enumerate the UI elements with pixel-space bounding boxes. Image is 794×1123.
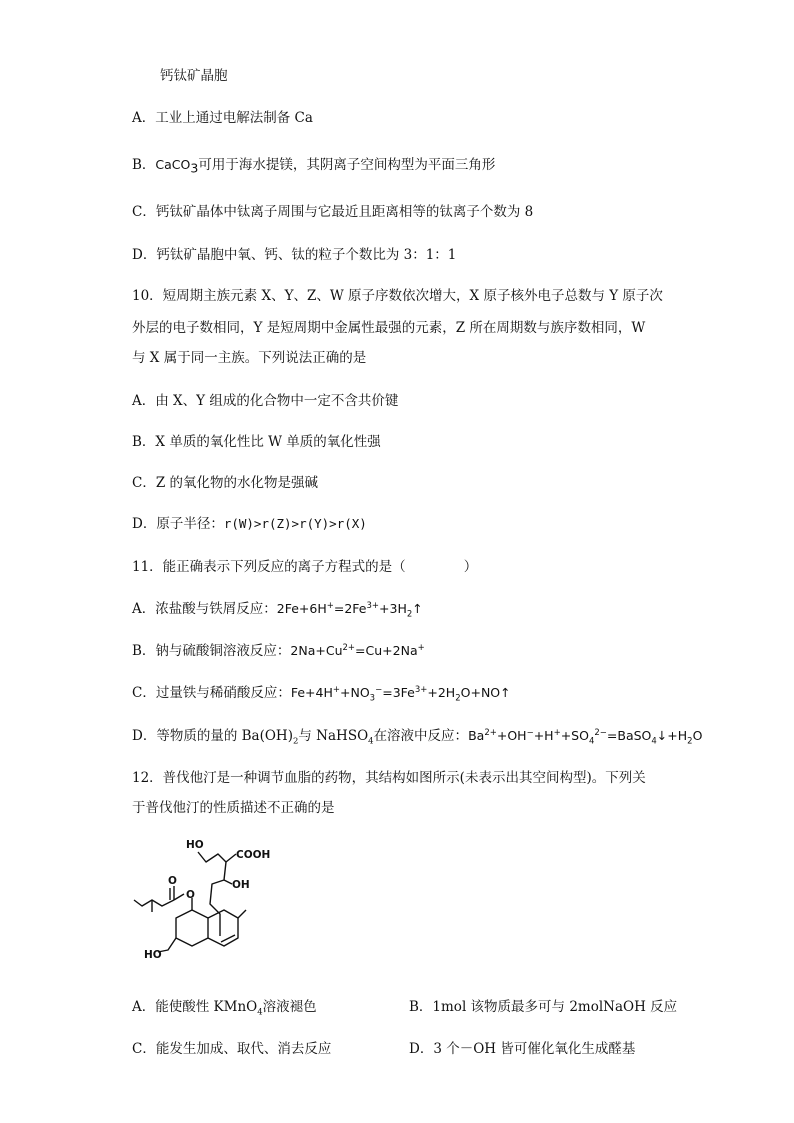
q10-option-d[interactable]: D．原子半径：r(W)>r(Z)>r(Y)>r(X) [132, 516, 367, 532]
q11-option-c[interactable]: C．过量铁与稀硝酸反应：$Fe+4H^++NO_3^-=3Fe^{3+}+2H_2O+NO↑$ [132, 684, 511, 704]
q11-stem: 11．能正确表示下列反应的离子方程式的是（ ） [132, 559, 478, 575]
label-oh: OH [232, 879, 250, 891]
q12-option-c[interactable]: C．能发生加成、取代、消去反应 [132, 1041, 332, 1057]
q10-stem-line3: 与 X 属于同一主族。下列说法正确的是 [132, 350, 367, 366]
pravastatin-structure-diagram [128, 832, 288, 982]
equation: $2Fe+6H^+=2Fe^{3+}+3H_2↑$ [276, 600, 423, 620]
q11-option-d[interactable]: D．等物质的量的 $Ba(OH)_2$与 NaHSO$_4$在溶液中反应：$Ba^{2+}+OH^-+H^++SO_4^{2-}=BaSO_4↓+H_2O$ [132, 727, 703, 747]
q9-option-a[interactable]: A．工业上通过电解法制备 Ca [132, 110, 313, 126]
q9-option-d[interactable]: D．钙钛矿晶胞中氧、钙、钛的粒子个数比为 3：1：1 [132, 247, 457, 263]
label-ho-bottom: HO [144, 949, 162, 961]
label-o-ester: O [186, 889, 195, 901]
q12-option-a[interactable]: A．能使酸性 KMnO$_4$溶液褪色 [132, 999, 317, 1018]
q11-option-b[interactable]: B．钠与硫酸铜溶液反应：$2Na+Cu^{2+}=Cu+2Na^+$ [132, 642, 425, 659]
label-o-carbonyl: O [168, 875, 177, 887]
equation: $Fe+4H^++NO_3^-=3Fe^{3+}+2H_2O+NO↑$ [290, 684, 511, 704]
label-ho-top: HO [186, 839, 204, 851]
q12-option-b[interactable]: B．1mol 该物质最多可与 2molNaOH 反应 [409, 999, 678, 1015]
q10-option-a[interactable]: A．由 X、Y 组成的化合物中一定不含共价键 [132, 393, 399, 409]
q12-stem-line2: 于普伐他汀的性质描述不正确的是 [132, 800, 335, 816]
q11-option-a[interactable]: A．浓盐酸与铁屑反应：$2Fe+6H^+=2Fe^{3+}+3H_2↑$ [132, 600, 423, 620]
equation: $Ba^{2+}+OH^-+H^++SO_4^{2-}=BaSO_4↓+H_2O$ [468, 727, 703, 747]
q10-stem-line2: 外层的电子数相同，Y 是短周期中金属性最强的元素，Z 所在周期数与族序数相同，W [132, 320, 646, 336]
label-cooh: COOH [236, 849, 271, 861]
q10-option-c[interactable]: C．Z 的氧化物的水化物是强碱 [132, 475, 319, 491]
heading-fragment: 钙钛矿晶胞 [160, 68, 228, 84]
q9-option-c[interactable]: C．钙钛矿晶体中钛离子周围与它最近且距离相等的钛离子个数为 8 [132, 204, 534, 220]
q12-stem-line1: 12．普伐他汀是一种调节血脂的药物，其结构如图所示(未表示出其空间构型)。下列关 [132, 770, 646, 786]
q10-stem-line1: 10．短周期主族元素 X、Y、Z、W 原子序数依次增大，X 原子核外电子总数与 Y 原子次 [132, 288, 663, 304]
equation: $2Na+Cu^{2+}=Cu+2Na^+$ [290, 642, 425, 658]
q10-option-b[interactable]: B．X 单质的氧化性比 W 单质的氧化性强 [132, 434, 381, 450]
q12-option-d[interactable]: D．3 个－OH 皆可催化氧化生成醛基 [409, 1041, 636, 1057]
q9-option-b[interactable]: B．CaCO$_3$可用于海水提镁，其阴离子空间构型为平面三角形 [132, 157, 496, 176]
